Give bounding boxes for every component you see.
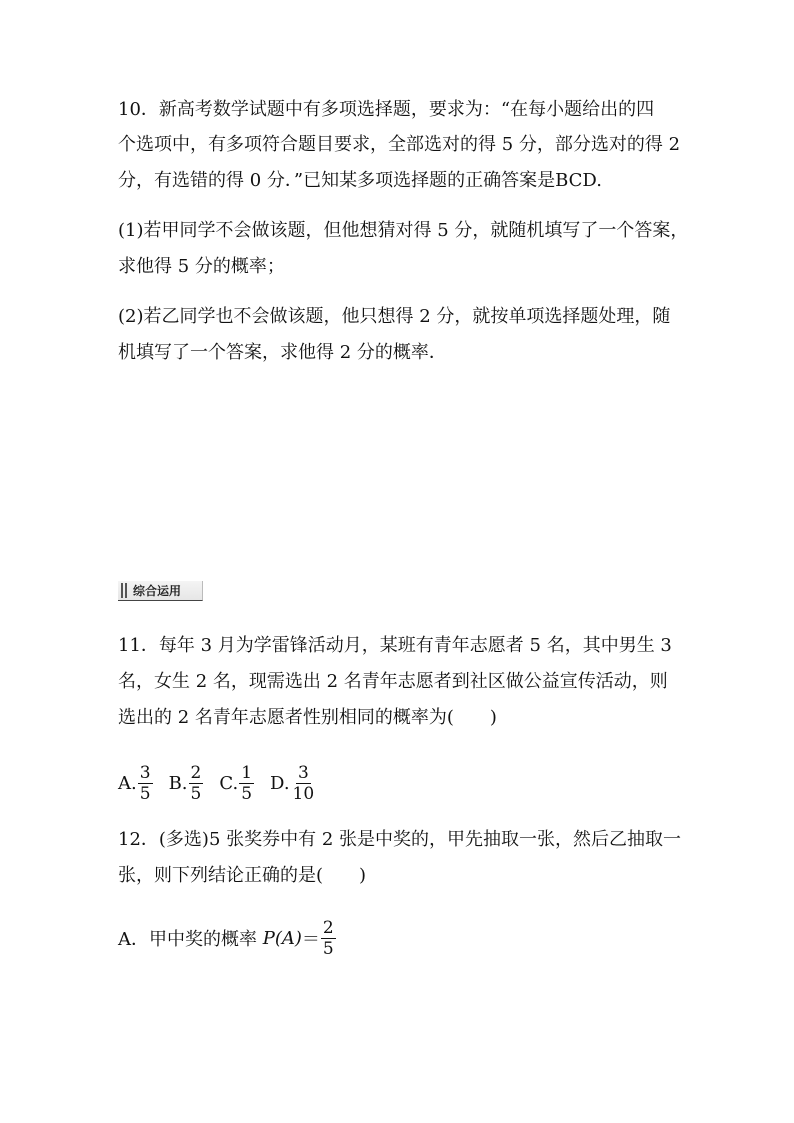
denominator: 5 [241,783,253,804]
option-fraction [138,763,153,804]
q11-option-a [118,763,153,804]
q10-part1-line-1: (1)若甲同学不会做该题，但他想猜对得 5 分，就随机填写了一个答案， [118,220,689,241]
q10-line-1: 10．新高考数学试题中有多项选择题，要求为：“在每小题给出的四 [118,99,655,120]
numerator: 3 [139,762,151,783]
section-label: 综合运用 [133,584,182,598]
q11-option-c [219,763,254,804]
numerator: 1 [241,762,253,783]
numerator: 2 [322,917,334,938]
q11-option-d [270,763,316,804]
option-fraction [239,763,254,804]
numerator: 2 [190,762,202,783]
option-fraction [321,918,336,959]
option-fraction [291,763,317,804]
q10-line-2: 个选项中，有多项符合题目要求，全部选对的得 5 分，部分选对的得 2 [118,134,681,155]
q10-part2-line-2: 机填写了一个答案，求他得 2 分的概率． [118,342,447,363]
denominator: 10 [292,783,315,804]
q10-line-3: 分，有选错的得 0 分．”已知某多项选择题的正确答案是BCD. [118,170,602,191]
q11-option-b [169,763,204,804]
equals-sign: ＝ [301,929,320,950]
q12-option-a [118,913,336,963]
section-bar-icon [125,583,127,598]
option-letter: B. [168,772,188,794]
q11-line-1: 11．每年 3 月为学雷锋活动月，某班有青年志愿者 5 名，其中男生 3 [118,635,672,656]
q10-part2-line-1: (2)若乙同学也不会做该题，他只想得 2 分，就按单项选择题处理，随 [118,306,671,327]
section-tag [118,581,203,601]
q12-line-1: 12．(多选)5 张奖券中有 2 张是中奖的，甲先抽取一张，然后乙抽取一 [118,829,682,850]
q10-part1-line-2: 求他得 5 分的概率； [118,256,285,277]
probability-expression: P(A) [262,927,302,949]
section-bar-icon [121,583,123,598]
denominator: 5 [139,783,151,804]
q12-line-2: 张，则下列结论正确的是( ) [118,865,367,886]
denominator: 5 [190,783,202,804]
numerator: 3 [297,762,309,783]
option-text: A．甲中奖的概率 [118,929,263,950]
denominator: 5 [322,938,334,959]
option-letter: C. [219,772,239,794]
q11-options [118,758,332,808]
q11-line-2: 名，女生 2 名，现需选出 2 名青年志愿者到社区做公益宣传活动，则 [118,671,668,692]
q11-line-3: 选出的 2 名青年志愿者性别相同的概率为( ) [118,707,497,728]
option-fraction [189,763,204,804]
option-letter: D. [270,772,290,794]
option-letter: A. [118,772,137,794]
